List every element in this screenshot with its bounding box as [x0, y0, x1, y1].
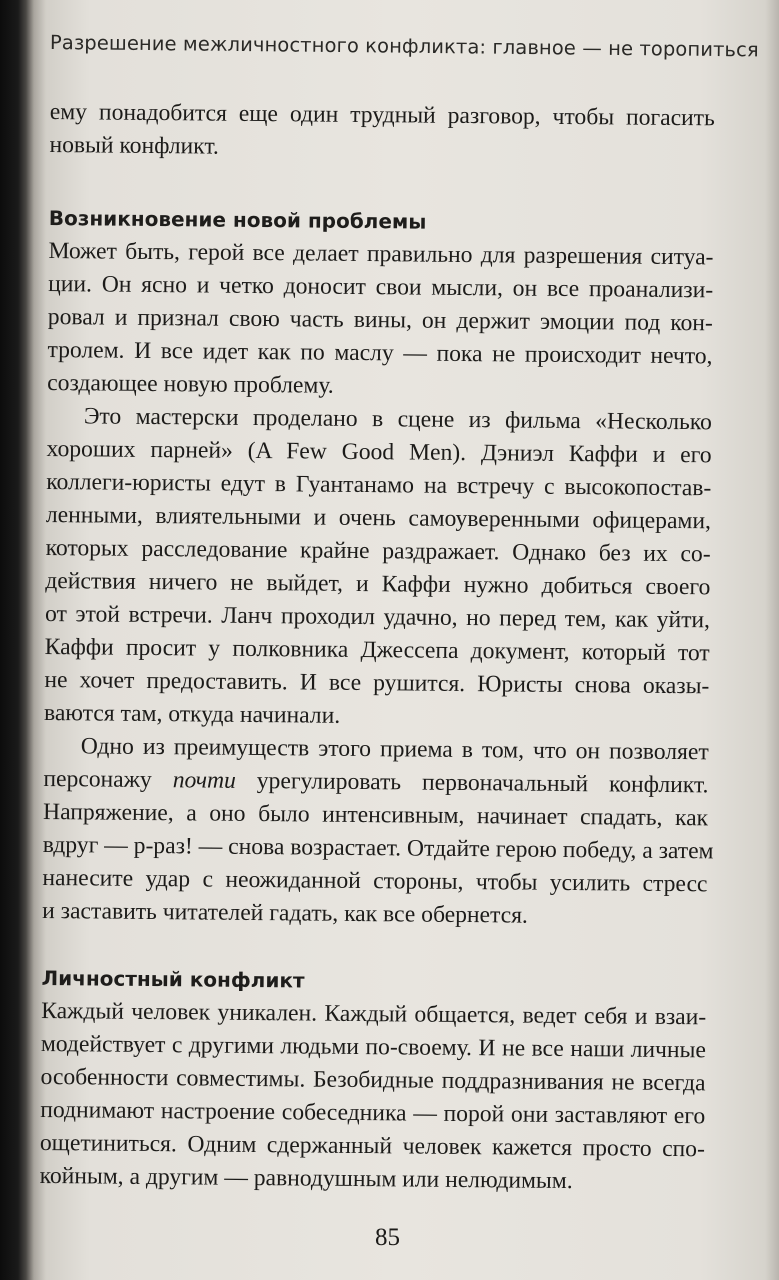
text-line: хороших парней» (A Few Good Men). Дэниэл Каффи и его: [46, 435, 712, 469]
text-line: поднимают настроение собеседника — порой они заставляют его: [40, 1096, 706, 1130]
text-line: и заставить читателей гадать, как все обернется.: [42, 897, 529, 929]
text-line: ваются там, откуда начинали.: [43, 699, 341, 729]
text-line: ленными, влиятельными и очень самоуверенными офицерами,: [45, 501, 712, 535]
text-line: Каждый человек уникален. Каждый общается, ведет себя и взаи-: [41, 997, 707, 1031]
text-line: Одно из преимуществ этого приема в том, что он позволяет: [80, 733, 709, 766]
text-fragment: урегулировать первоначальный конфликт.: [235, 767, 709, 799]
text-line: особенности совместимы. Безобидные поддразнивания не всегда: [40, 1063, 706, 1097]
text-line: койным, а другим — равнодушным или нелюдимым.: [39, 1162, 573, 1195]
text-line: вдруг — р-раз! — снова возрастает. Отдайте герою победу, а затем: [42, 831, 714, 865]
section-heading: Личностный конфликт: [41, 965, 305, 993]
text-line: создающее новую проблему.: [47, 369, 334, 399]
section-heading: Возникновение новой проблемы: [48, 205, 427, 234]
text-line: действия ничего не выйдет, и Каффи нужно добиться своего: [45, 567, 711, 601]
text-line: нанесите удар с неожиданной стороны, чтобы усилить стресс: [42, 864, 708, 898]
text-line: ему понадобится еще один трудный разговор, чтобы погасить: [49, 98, 715, 132]
text-fragment: персонажу: [43, 765, 173, 794]
body-text: [39, 96, 714, 1199]
text-line: ции. Он ясно и четко доносит свои мысли, он все проанализи-: [48, 270, 714, 304]
text-line: которых расследование крайне раздражает. Однако без их со-: [45, 534, 711, 568]
running-head: Разрешение межличностного конфликта: главное — не торопиться: [49, 31, 759, 62]
text-line: ровал и признал свою часть вины, он держит эмоции под кон-: [47, 303, 713, 337]
text-line: новый конфликт.: [49, 131, 219, 160]
emphasis-word: почти: [172, 767, 236, 794]
text-line: Может быть, герой все делает правильно для разрешения ситуа-: [48, 237, 714, 271]
text-line: тролем. И все идет как по маслу — пока не происходит нечто,: [47, 336, 713, 370]
page-number: 85: [375, 1224, 400, 1251]
text-line: Напряжение, а оно было интенсивным, начинает спадать, как: [43, 798, 709, 832]
text-line: не хочет предоставить. И все рушится. Юристы снова оказы-: [44, 666, 710, 700]
text-line: Каффи просит у полковника Джессепа документ, который тот: [44, 633, 710, 667]
text-line: от этой встречи. Ланч проходил удачно, но перед тем, как уйти,: [44, 600, 711, 634]
text-line: коллеги-юристы едут в Гуантанамо на встречу с высокопостав-: [46, 468, 712, 502]
text-line: модействует с другими людьми по-своему. И не все наши личные: [40, 1030, 706, 1064]
text-line: Это мастерски проделано в сцене из фильма «Несколько: [83, 403, 713, 436]
text-line: ощетиниться. Одним сдержанный человек кажется просто спо-: [39, 1129, 706, 1163]
